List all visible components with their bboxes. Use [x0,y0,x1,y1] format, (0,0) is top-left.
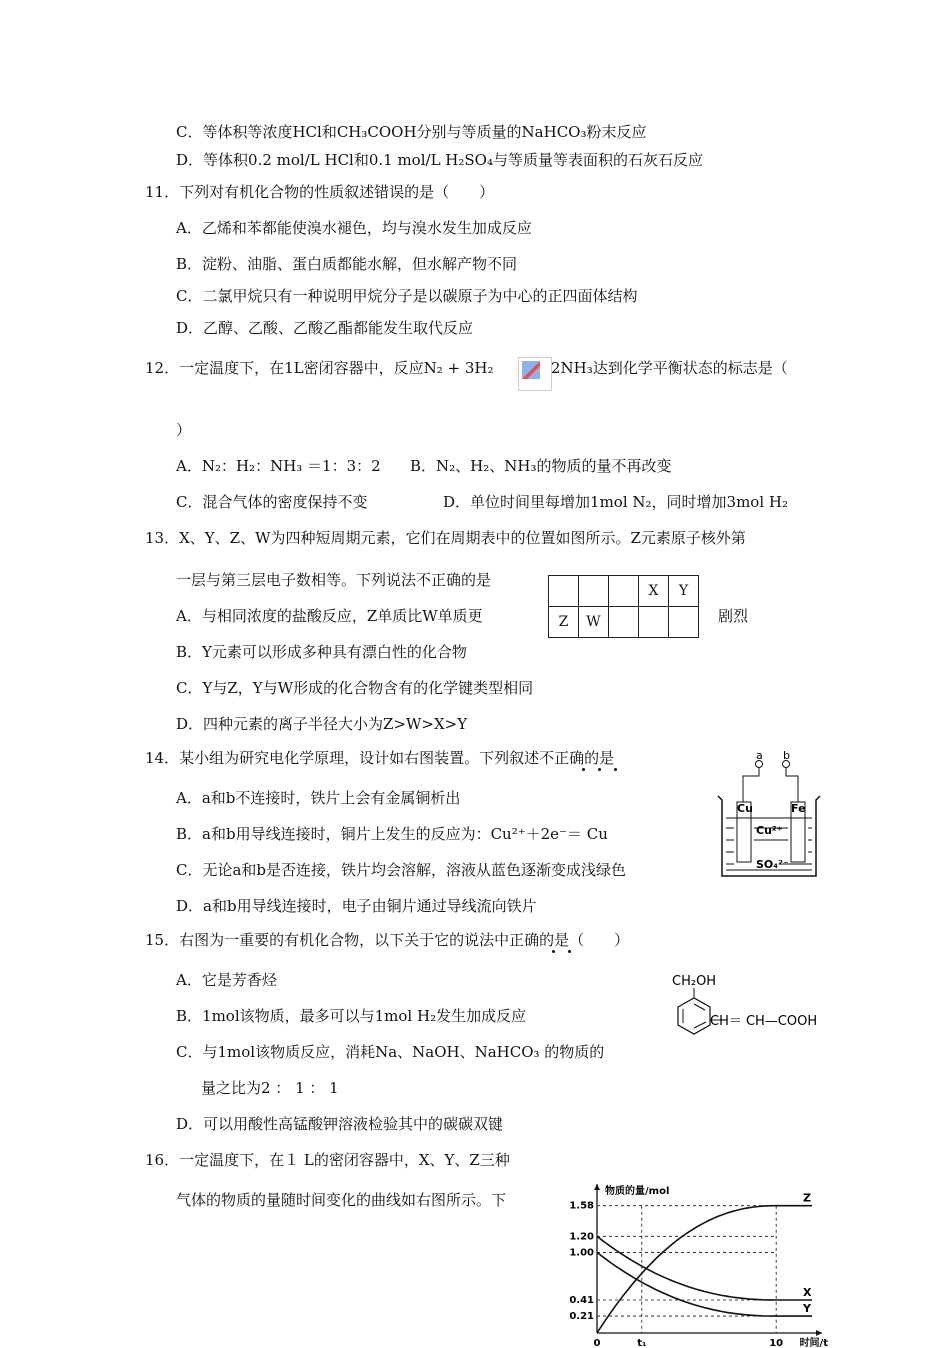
y-axis-arrow-icon [594,1184,600,1190]
periodic-cell [669,607,699,638]
emphasis-dot [614,768,617,771]
q10-option-d: D．等体积0.2 mol/L HCl和0.1 mol/L H₂SO₄与等质量等表面积的石灰石反应 [176,151,703,169]
organic-structure-figure [660,968,840,1058]
q10-option-c: C．等体积等浓度HCl和CH₃COOH分别与等质量的NaHCO₃粉末反应 [176,123,647,141]
series-label-z: Z [803,1191,812,1205]
equilibrium-arrow-icon [518,357,552,391]
q15-option-a: A．它是芳香烃 [176,971,277,989]
q13-stem-2: 一层与第三层电子数相等。下列说法不正确的是 [176,571,492,589]
amount-time-chart [569,1178,830,1348]
q16-stem-1: 16．一定温度下，在１ L的密闭容器中，X、Y、Z三种 [145,1151,510,1169]
q15-option-c: C．与1mol该物质反应，消耗Na、NaOH、NaHCO₃ 的物质的 [176,1043,605,1061]
q13-option-a-tail: 剧烈 [718,607,749,625]
q11-stem: 11．下列对有机化合物的性质叙述错误的是（ ） [145,183,495,201]
series-label-y: Y [803,1302,812,1316]
q14-stem: 14．某小组为研究电化学原理，设计如右图装置。下列叙述不正确的是 [145,749,615,767]
acrylic-chain-label: CH＝ CH—COOH [710,1014,818,1029]
q12-stem-c: ） [176,421,192,439]
periodic-cell-y: Y [669,576,699,607]
q11-option-d: D．乙醇、乙酸、乙酸乙酯都能发生取代反应 [176,319,474,337]
q13-option-a: A．与相同浓度的盐酸反应，Z单质比W单质更 [176,607,483,625]
y-tick-label: 1.20 [569,1231,594,1243]
q14-option-c: C．无论a和b是否连接，铁片均会溶解，溶液从蓝色逐渐变成浅绿色 [176,861,627,879]
x-tick-label: 0 [593,1338,601,1348]
series-line-x [597,1236,812,1300]
cu-ion-label: Cu²⁺ [756,824,783,837]
emphasis-dot [582,768,585,771]
periodic-cell [609,576,639,607]
q11-option-c: C．二氯甲烷只有一种说明甲烷分子是以碳原子为中心的正四面体结构 [176,287,638,305]
q13-option-b: B．Y元素可以形成多种具有漂白性的化合物 [176,643,467,661]
q14-option-b: B．a和b用导线连接时，铜片上发生的反应为：Cu²⁺＋2e⁻＝ Cu [176,825,608,843]
q13-option-c: C．Y与Z，Y与W形成的化合物含有的化学键类型相同 [176,679,534,697]
q12-stem-a: 12．一定温度下，在1L密闭容器中，反应N₂ + 3H₂ [145,359,494,377]
emphasis-dot [552,950,555,953]
q12-option-d: D．单位时间里每增加1mol N₂，同时增加3mol H₂ [443,493,788,511]
sulfate-ion-label: SO₄²⁻ [756,858,789,871]
x-axis-label: 时间/t [799,1338,828,1348]
terminal-a-label: a [756,749,763,762]
q12-option-b: B．N₂、H₂、NH₃的物质的量不再改变 [410,457,672,475]
y-tick-label: 0.41 [569,1294,594,1306]
q14-option-d: D．a和b用导线连接时，电子由铜片通过导线流向铁片 [176,897,537,915]
q11-option-a: A．乙烯和苯都能使溴水褪色，均与溴水发生加成反应 [176,219,532,237]
periodic-cell-z: Z [549,607,579,638]
periodic-cell [609,607,639,638]
hydroxymethyl-label: CH₂OH [672,974,717,989]
x-tick-label: t₁ [637,1338,647,1348]
cu-electrode-label: Cu [737,802,753,815]
q13-stem-1: 13．X、Y、Z、W为四种短周期元素，它们在周期表中的位置如图所示。Z元素原子核外第 [145,529,746,547]
y-tick-label: 0.21 [569,1311,594,1323]
series-label-x: X [803,1285,812,1299]
periodic-cell-x: X [639,576,669,607]
y-tick-label: 1.00 [569,1247,594,1259]
q15-option-b: B．1mol该物质，最多可以与1mol H₂发生加成反应 [176,1007,527,1025]
q14-option-a: A．a和b不连接时，铁片上会有金属铜析出 [176,789,461,807]
periodic-cell [639,607,669,638]
periodic-table-fragment [548,575,699,638]
q15-option-c-cont: 量之比为2 ： 1 ： 1 [201,1079,339,1097]
q12-stem-b: 2NH₃达到化学平衡状态的标志是（ [551,359,788,377]
x-tick-label: 10 [769,1338,784,1348]
q16-stem-2: 气体的物质的量随时间变化的曲线如右图所示。下 [176,1191,507,1209]
y-axis-label: 物质的量/mol [605,1186,670,1197]
q12-option-c: C．混合气体的密度保持不变 [176,493,368,511]
series-line-z [597,1206,812,1333]
q13-option-d: D．四种元素的离子半径大小为Z>W>X>Y [176,715,468,733]
periodic-cell-w: W [579,607,609,638]
y-tick-label: 1.58 [569,1200,594,1212]
q11-option-b: B．淀粉、油脂、蛋白质都能水解，但水解产物不同 [176,255,518,273]
emphasis-dot [598,768,601,771]
x-axis-arrow-icon [816,1330,822,1336]
emphasis-dot [568,950,571,953]
q15-stem: 15．右图为一重要的有机化合物，以下关于它的说法中正确的是（ ） [145,931,630,949]
q12-option-a: A．N₂：H₂：NH₃ ＝1：3：2 [176,457,381,475]
periodic-cell [549,576,579,607]
terminal-b-label: b [783,749,790,762]
fe-electrode-label: Fe [791,802,806,815]
periodic-cell [579,576,609,607]
q15-option-d: D．可以用酸性高锰酸钾溶液检验其中的碳碳双键 [176,1115,504,1133]
electrochemical-cell-figure [712,750,822,880]
series-line-y [597,1252,812,1316]
